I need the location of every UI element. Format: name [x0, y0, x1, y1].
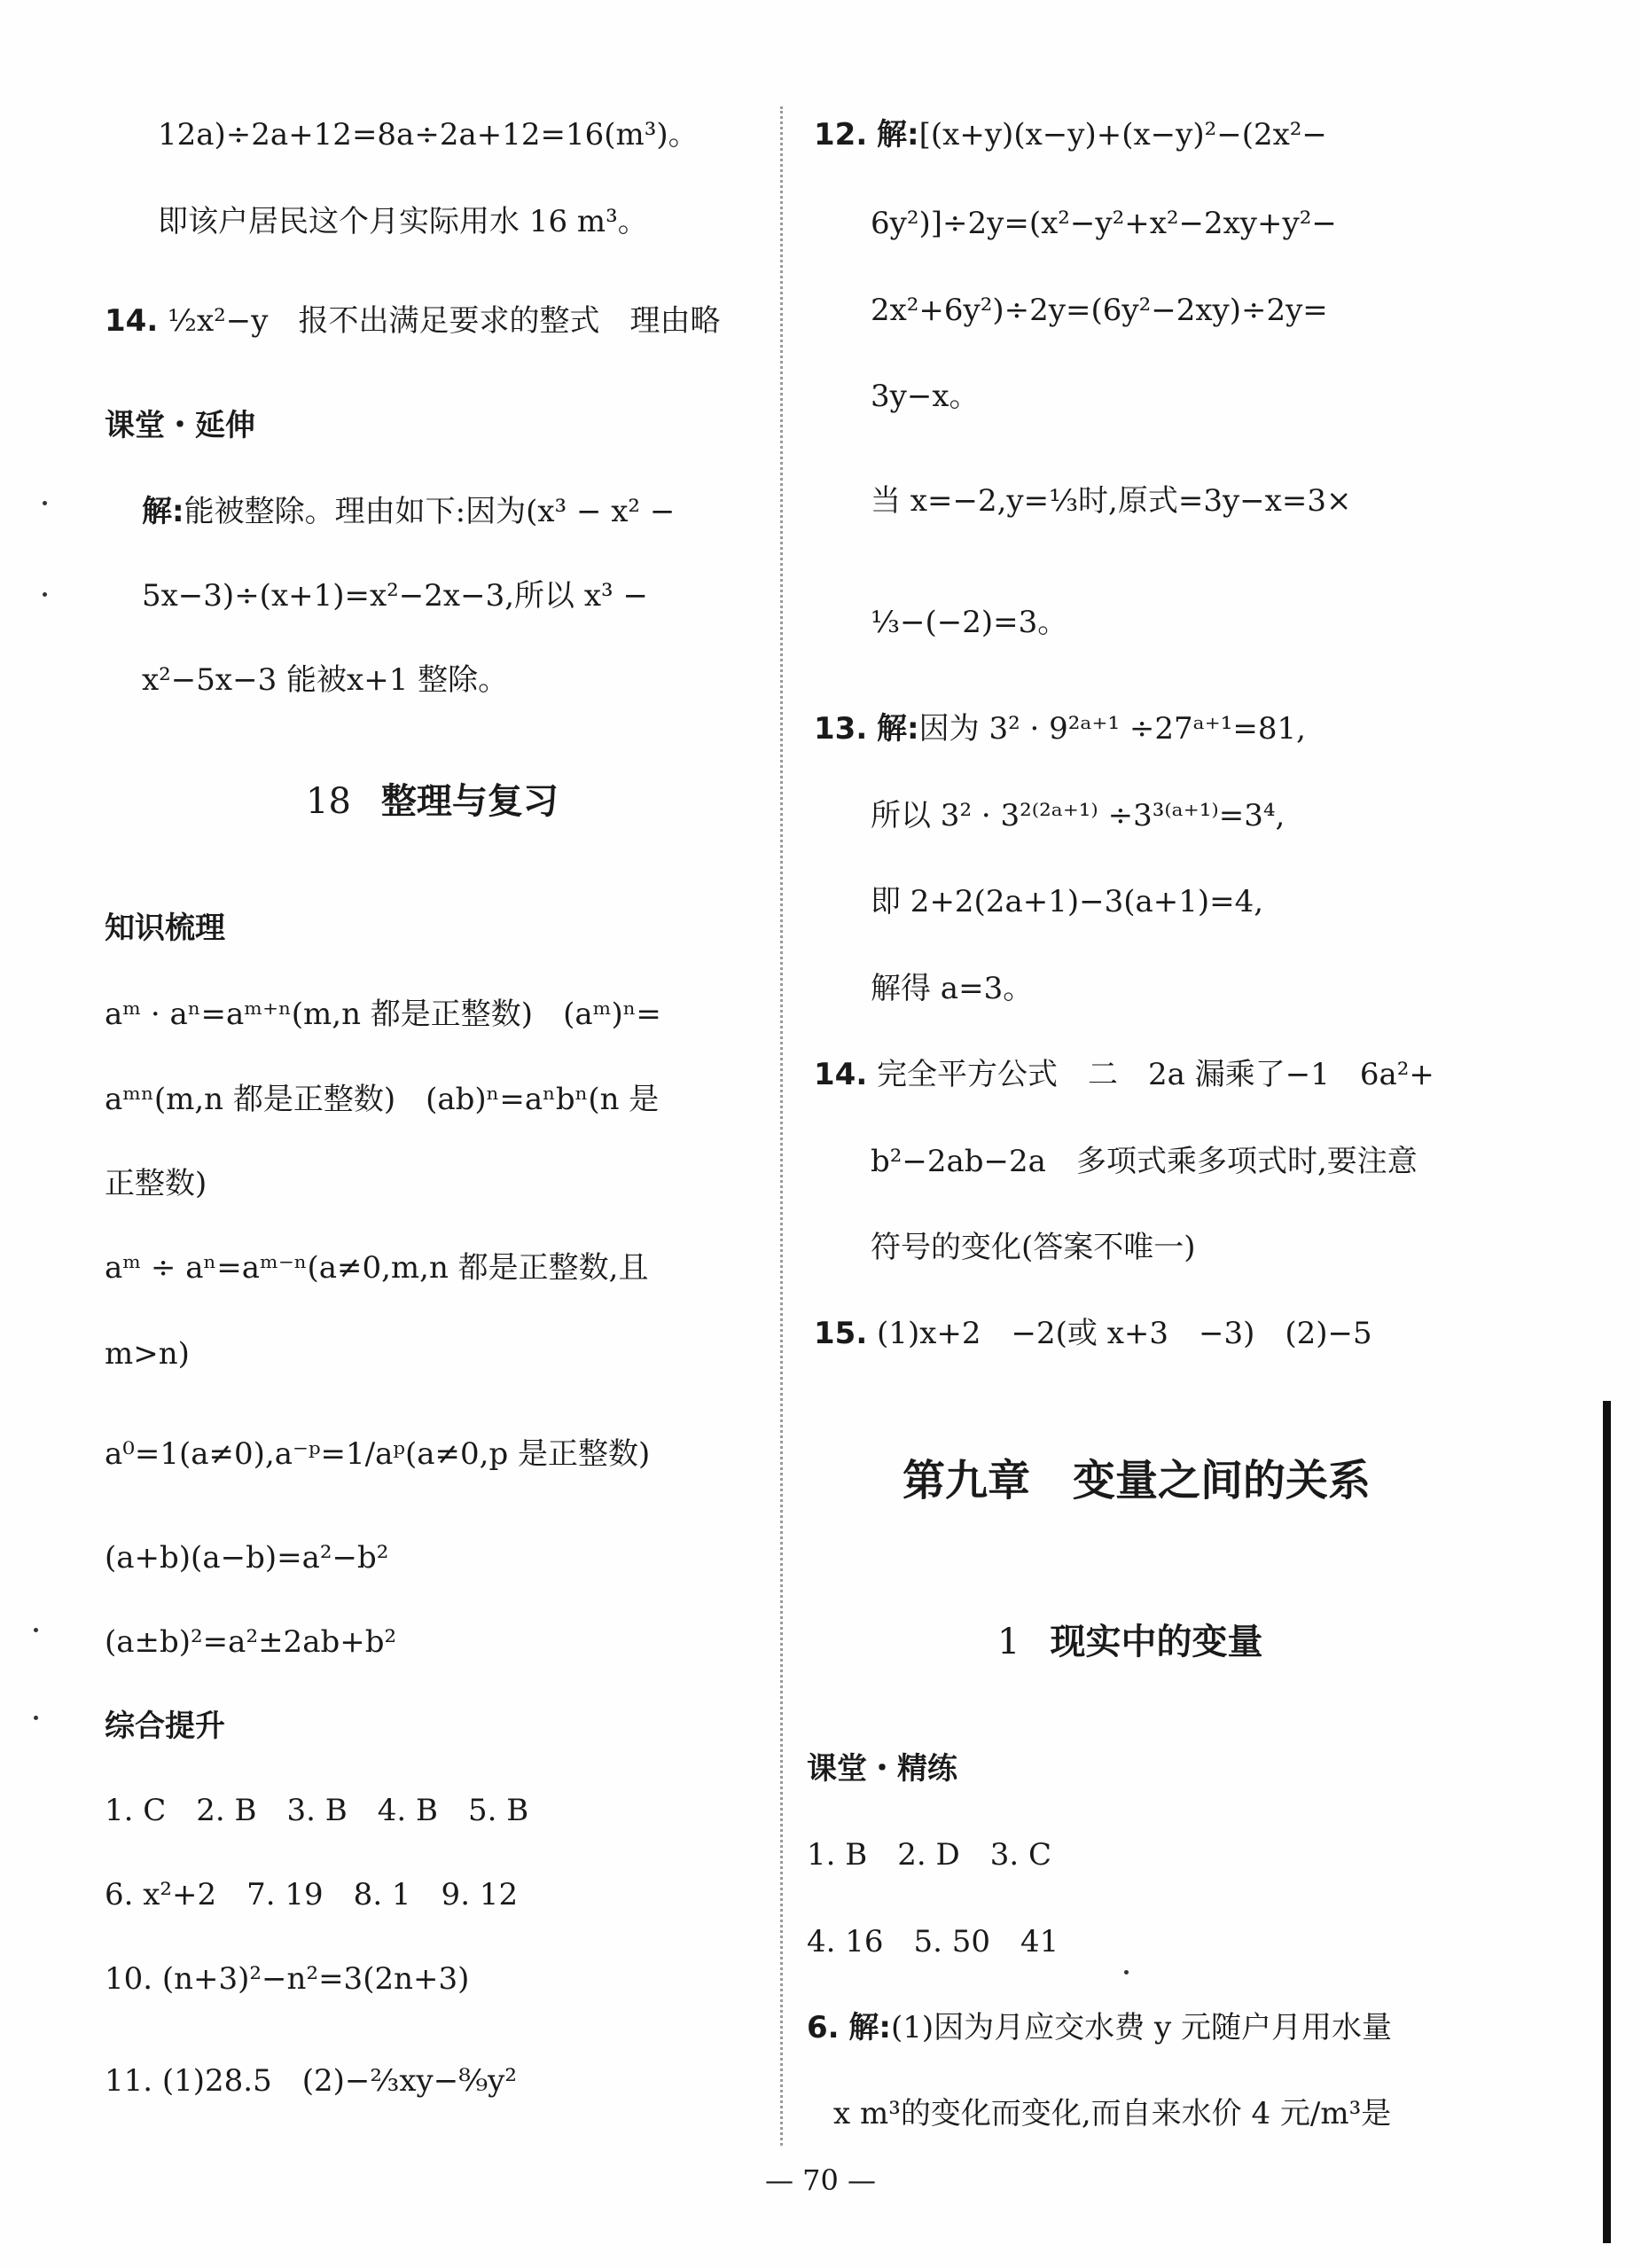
section-heading-extension: 课堂・延伸 [105, 408, 255, 443]
formula-line: aᵐⁿ(m,n 都是正整数) (ab)ⁿ=aⁿbⁿ(n 是 [105, 1082, 660, 1117]
formula-line: aᵐ ÷ aⁿ=aᵐ⁻ⁿ(a≠0,m,n 都是正整数,且 [105, 1250, 649, 1286]
stray-mark [43, 592, 47, 597]
solution-label: 解: [848, 2010, 891, 2045]
answer-text: 因为 3² · 9²ᵃ⁺¹ ÷27ᵃ⁺¹=81, [918, 711, 1306, 747]
answer-line: 2x²+6y²)÷2y=(6y²−2xy)÷2y= [871, 293, 1328, 328]
answer-line: 3y−x。 [871, 379, 980, 414]
answer-line: 11. (1)28.5 (2)−⅔xy−⁸⁄₉y² [105, 2063, 517, 2099]
answer-line: 5x−3)÷(x+1)=x²−2x−3,所以 x³ − [142, 578, 648, 614]
answer-14 [105, 301, 721, 340]
answer-text: ½x²−y 报不出满足要求的整式 理由略 [168, 303, 721, 339]
question-number: 12. [814, 117, 868, 153]
solution-label: 解: [877, 711, 919, 747]
answer-line [142, 492, 675, 531]
answer-text: (1)x+2 −2(或 x+3 −3) (2)−5 [877, 1316, 1372, 1351]
subheading-comprehensive: 综合提升 [105, 1709, 225, 1744]
answer-line: 所以 3² · 3²⁽²ᵃ⁺¹⁾ ÷3³⁽ᵃ⁺¹⁾=3⁴, [871, 798, 1285, 833]
answer-line: x m³的变化而变化,而自来水价 4 元/m³是 [833, 2096, 1392, 2131]
section-title-1 [997, 1623, 1262, 1662]
question-number: 15. [814, 1316, 868, 1351]
answer-line: x²−5x−3 能被x+1 整除。 [142, 662, 509, 698]
answer-line: 解得 a=3。 [871, 971, 1034, 1006]
formula-line: 正整数) [105, 1166, 207, 1201]
question-number: 14. [814, 1057, 868, 1092]
formula-line: a⁰=1(a≠0),a⁻ᵖ=1/aᵖ(a≠0,p 是正整数) [105, 1436, 651, 1472]
answer-line: 符号的变化(答案不唯一) [871, 1230, 1196, 1265]
answer-line: 即该户居民这个月实际用水 16 m³。 [158, 204, 648, 239]
answer-line: 6. x²+2 7. 19 8. 1 9. 12 [105, 1877, 519, 1912]
answer-line: ⅓−(−2)=3。 [871, 605, 1068, 640]
section-number: 18 [306, 781, 351, 822]
subheading-knowledge: 知识梳理 [105, 911, 225, 946]
answer-text: [(x+y)(x−y)+(x−y)²−(2x²− [918, 117, 1327, 153]
question-number: 14. [105, 303, 159, 339]
stray-mark [34, 1628, 38, 1632]
answer-line: b²−2ab−2a 多项式乘多项式时,要注意 [871, 1144, 1418, 1179]
formula-line: (a+b)(a−b)=a²−b² [105, 1540, 389, 1576]
chapter-title: 第九章 变量之间的关系 [903, 1456, 1371, 1505]
page-number: — 70 — [764, 2163, 877, 2197]
answer-line: 1. C 2. B 3. B 4. B 5. B [105, 1793, 529, 1828]
answer-text: 能被整除。理由如下:因为(x³ − x² − [184, 494, 676, 529]
question-number: 6. [807, 2010, 840, 2045]
answer-line: 12a)÷2a+12=8a÷2a+12=16(m³)。 [158, 117, 699, 153]
answer-text: 完全平方公式 二 2a 漏乘了−1 6a²+ [877, 1057, 1434, 1092]
answer-13 [814, 709, 1306, 748]
section-title: 整理与复习 [380, 780, 559, 822]
formula-line: m>n) [105, 1336, 190, 1372]
page-edge-shadow [1603, 1401, 1611, 2243]
answer-text: (1)因为月应交水费 y 元随户月用水量 [891, 2010, 1392, 2045]
answer-line: 4. 16 5. 50 41 [807, 1924, 1059, 1959]
answer-line: 1. B 2. D 3. C [807, 1837, 1052, 1873]
answer-line: 10. (n+3)²−n²=3(2n+3) [105, 1961, 470, 1997]
section-number: 1 [997, 1622, 1020, 1662]
formula-line: aᵐ · aⁿ=aᵐ⁺ⁿ(m,n 都是正整数) (aᵐ)ⁿ= [105, 997, 661, 1032]
answer-12 [814, 115, 1327, 154]
formula-line: (a±b)²=a²±2ab+b² [105, 1624, 397, 1660]
answer-line: 6y²)]÷2y=(x²−y²+x²−2xy+y²− [871, 206, 1337, 241]
answer-line: 当 x=−2,y=⅓时,原式=3y−x=3× [871, 483, 1352, 519]
answer-6 [807, 2008, 1392, 2047]
column-divider [780, 106, 783, 2146]
question-number: 13. [814, 711, 868, 747]
stray-mark [34, 1716, 38, 1720]
stray-mark [1124, 1970, 1129, 1975]
section-heading-practice: 课堂・精练 [807, 1751, 957, 1787]
answer-15 [814, 1314, 1372, 1353]
solution-label: 解: [142, 494, 184, 529]
stray-mark [43, 501, 47, 505]
section-title-18 [306, 782, 559, 821]
solution-label: 解: [877, 117, 919, 153]
section-title: 现实中的变量 [1050, 1622, 1263, 1662]
answer-line: 即 2+2(2a+1)−3(a+1)=4, [871, 884, 1264, 919]
answer-14 [814, 1055, 1434, 1094]
